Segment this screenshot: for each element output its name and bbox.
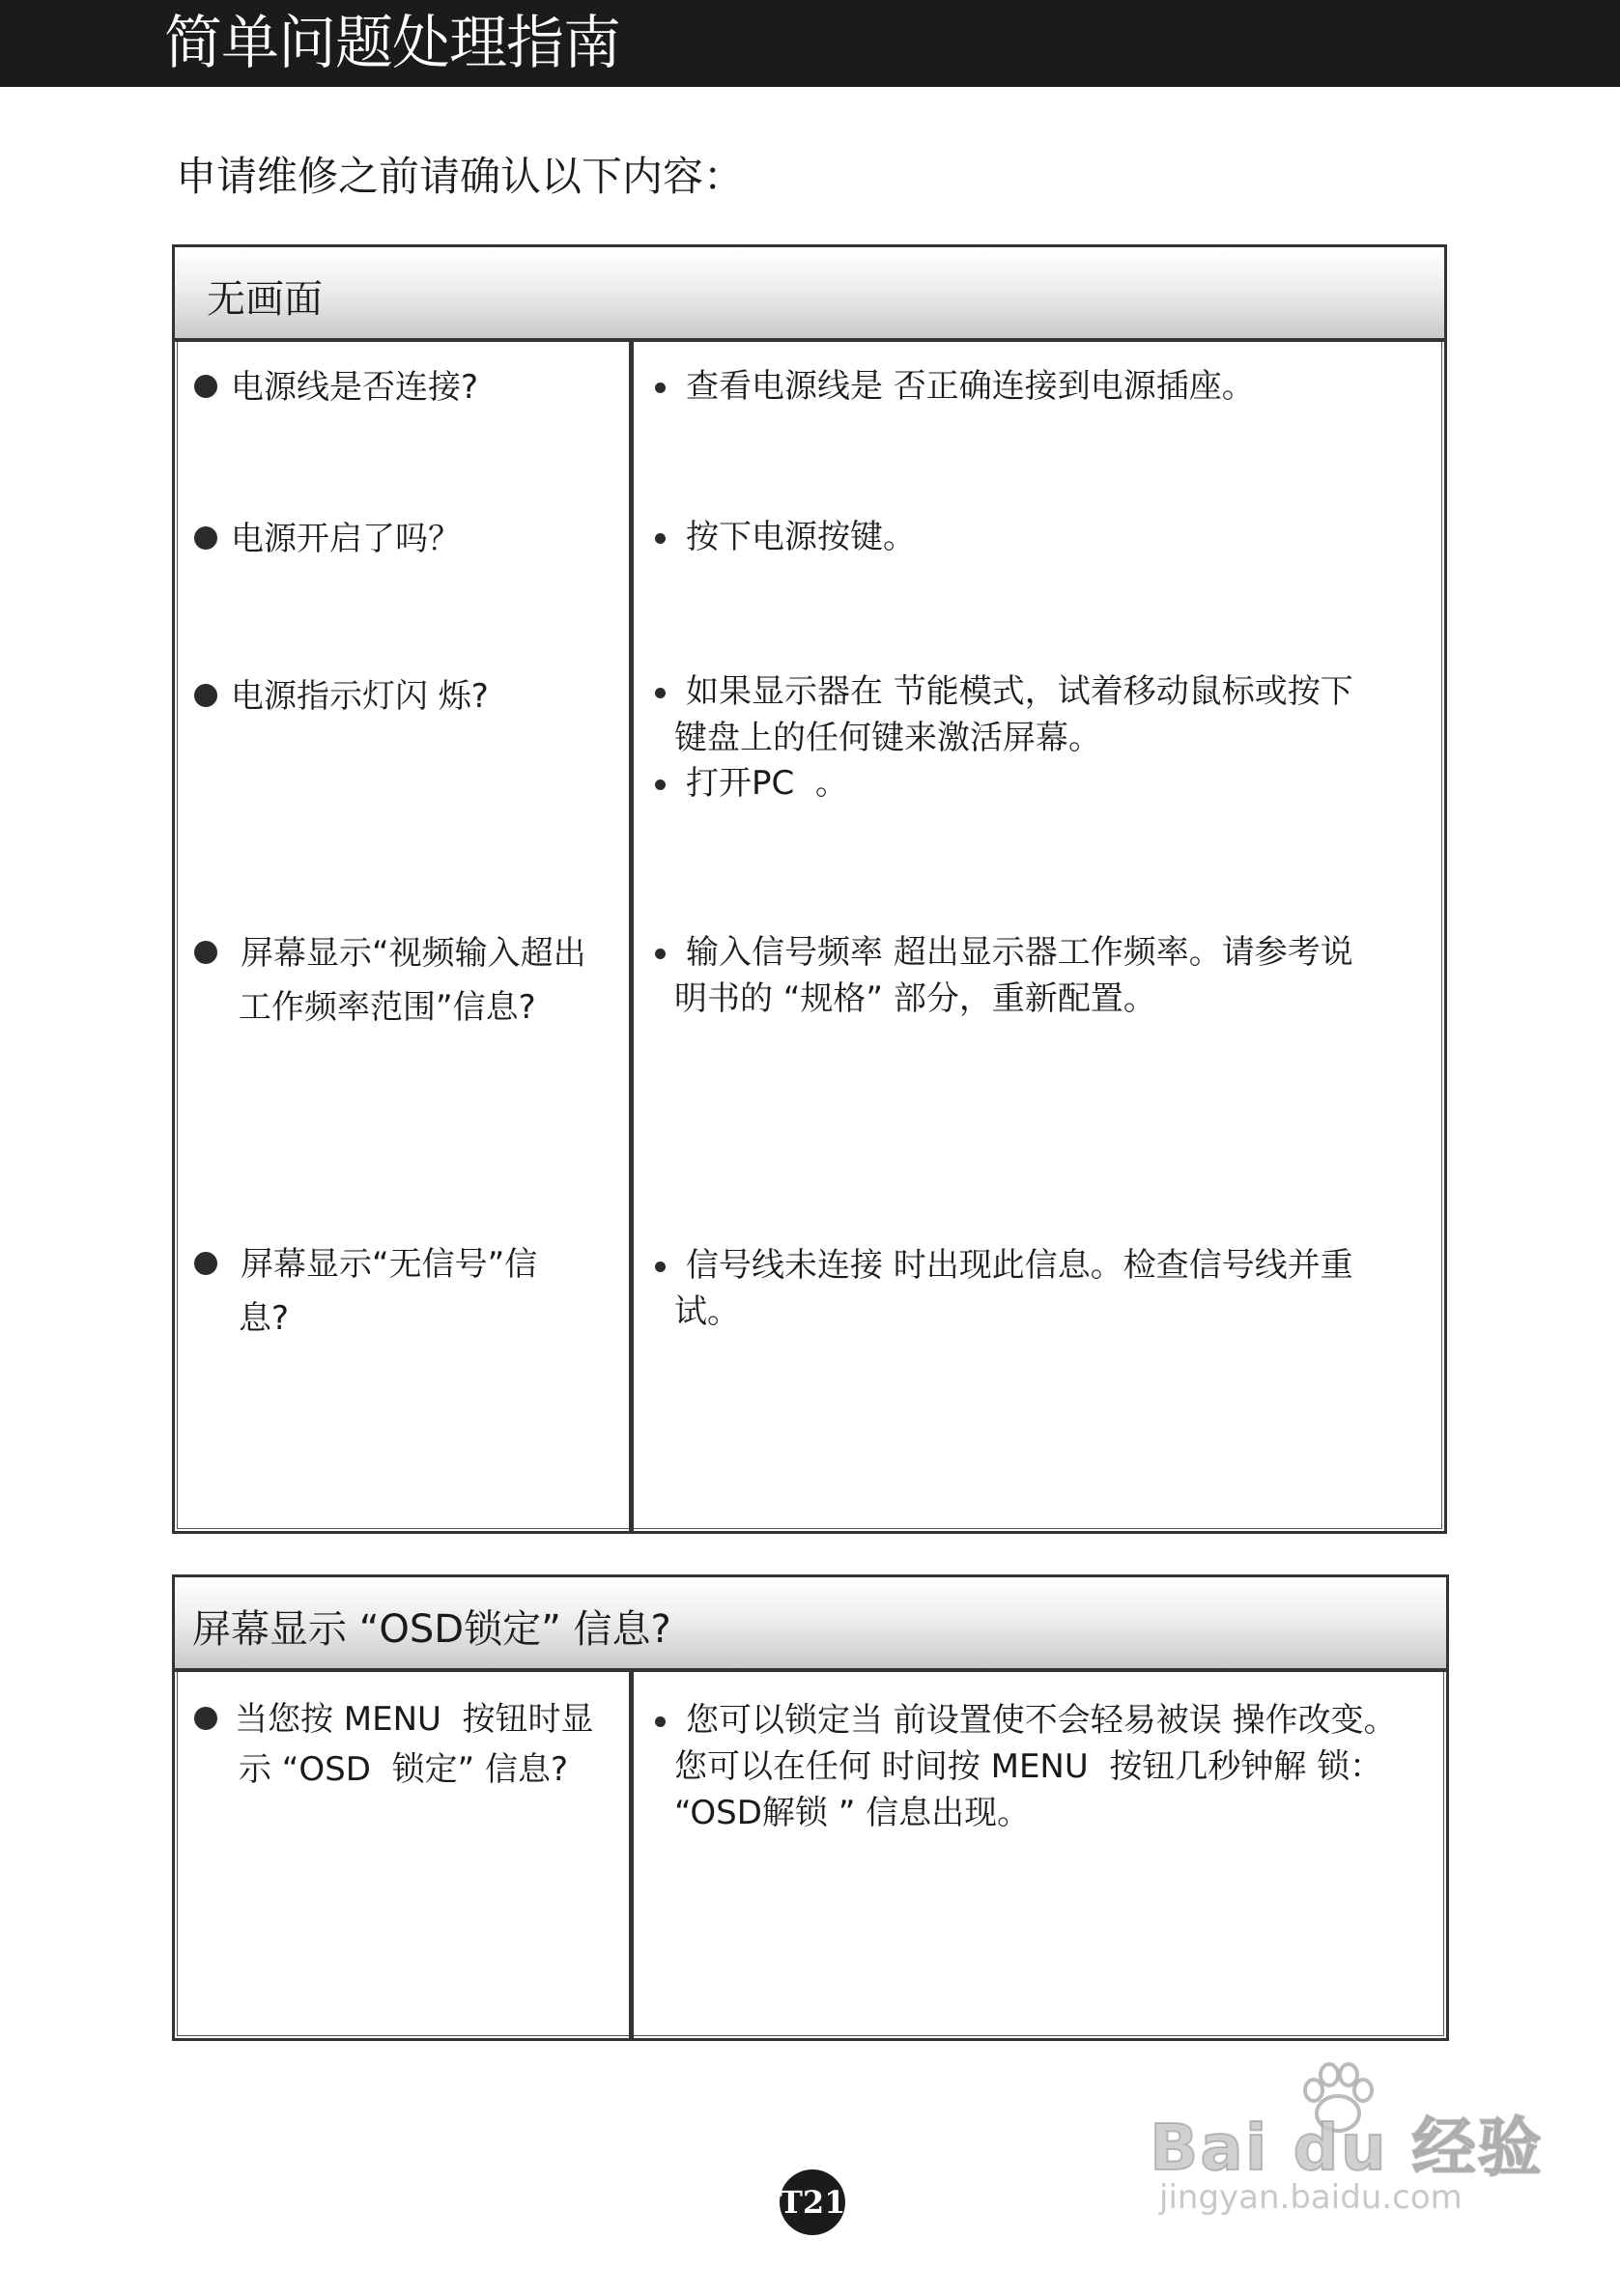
section-title: 屏幕显示 “OSD锁定” 信息? [192,1607,671,1652]
column-divider [629,1669,634,2039]
question-text: 电源线是否连接? [231,368,479,407]
no-picture-table [172,244,1447,1534]
bullet-icon [655,949,666,959]
question-text: 屏幕显示“视频输入超出 [241,934,586,973]
osd-lock-table [172,1574,1449,2041]
answer-text: 键盘上的任何键来激活屏幕。 [674,719,1101,757]
question-text: 电源指示灯闪 烁? [231,677,489,716]
question-text: 息? [239,1299,290,1338]
question-row [194,1238,629,1354]
question-row [194,1693,629,1809]
bullet-icon [655,383,666,393]
question-row [194,361,629,419]
bullet-icon [655,780,666,790]
bullet-icon [655,688,666,698]
page-number-badge: T21 [780,2169,845,2235]
answer-text: 您可以锁定当 前设置使不会轻易被误 操作改变。 [686,1701,1397,1740]
answer-text: 输入信号频率 超出显示器工作频率。请参考说 [686,933,1353,972]
bullet-icon [194,375,217,398]
answer-text: 明书的 “规格” 部分，重新配置。 [674,979,1156,1018]
question-text: 电源开启了吗？ [231,520,461,558]
answer-text: 查看电源线是 否正确连接到电源插座。 [686,367,1255,406]
question-row [194,927,629,1043]
bullet-icon [194,941,217,964]
bullet-icon [194,684,217,707]
page-title: 简单问题处理指南 [164,10,620,77]
answer-text: 试。 [674,1292,740,1331]
bullet-icon [655,533,666,544]
question-row [194,670,629,728]
header-bar [0,0,1620,87]
question-row [194,513,629,571]
column-divider [629,339,634,1532]
answer-text: 信号线未连接 时出现此信息。检查信号线并重 [686,1246,1353,1285]
bullet-icon [194,1707,217,1730]
watermark-url: jingyan.baidu.com [1159,2178,1463,2217]
section-title: 无画面 [207,277,323,322]
intro-text: 申请维修之前请确认以下内容： [176,153,745,200]
table-header [175,1577,1446,1672]
bullet-icon [655,1261,666,1272]
question-text: 示 “OSD 锁定” 信息? [239,1750,569,1789]
answer-text: 按下电源按键。 [686,518,916,556]
bullet-icon [194,1252,217,1275]
watermark-brand: Bai du 经验 [1150,2111,1544,2185]
answer-text: 打开PC 。 [686,764,848,803]
question-text: 屏幕显示“无信号”信 [241,1245,538,1284]
bullet-icon [194,526,217,550]
answer-text: “OSD解锁 ” 信息出现。 [674,1794,1031,1832]
baidu-watermark [1150,2057,1544,2222]
answer-text: 您可以在任何 时间按 MENU 按钮几秒钟解 锁： [674,1747,1383,1786]
question-text: 当您按 MENU 按钮时显 [235,1700,594,1739]
bullet-icon [655,1716,666,1727]
table-header [175,247,1444,342]
answer-text: 如果显示器在 节能模式，试着移动鼠标或按下 [686,672,1353,711]
question-text: 工作频率范围”信息? [239,988,536,1027]
